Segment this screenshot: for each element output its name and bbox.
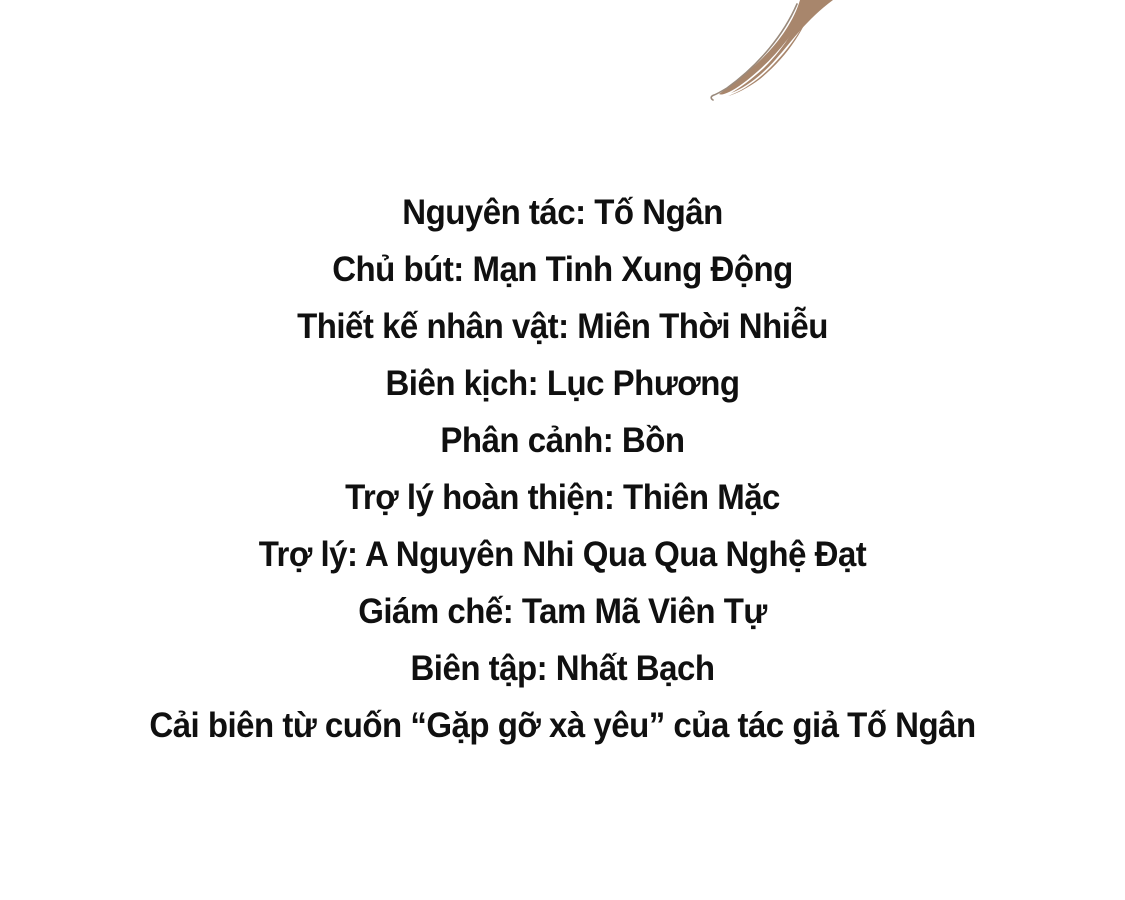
credit-line-screenwriter: Biên kịch: Lục Phương — [385, 362, 740, 403]
brush-stroke-decoration — [690, 0, 870, 120]
credit-line-editor: Biên tập: Nhất Bạch — [410, 647, 715, 688]
credit-line-original-author: Nguyên tác: Tố Ngân — [402, 191, 723, 232]
credit-line-producer: Giám chế: Tam Mã Viên Tự — [358, 590, 767, 631]
credit-line-finishing-assistant: Trợ lý hoàn thiện: Thiên Mặc — [345, 476, 780, 517]
credit-line-chief-editor: Chủ bút: Mạn Tinh Xung Động — [332, 248, 793, 289]
brush-stroke-main — [719, 0, 816, 96]
credit-line-assistants: Trợ lý: A Nguyên Nhi Qua Qua Nghệ Đạt — [258, 533, 867, 574]
credit-line-storyboard: Phân cảnh: Bồn — [440, 419, 685, 460]
brush-stroke-hairline — [711, 4, 797, 100]
credit-line-adaptation-note: Cải biên từ cuốn “Gặp gỡ xà yêu” của tác giả Tố Ngân — [149, 704, 976, 745]
brush-stroke-body — [731, 0, 833, 93]
credits-block — [0, 181, 1125, 751]
credit-line-character-design: Thiết kế nhân vật: Miên Thời Nhiễu — [297, 305, 828, 346]
